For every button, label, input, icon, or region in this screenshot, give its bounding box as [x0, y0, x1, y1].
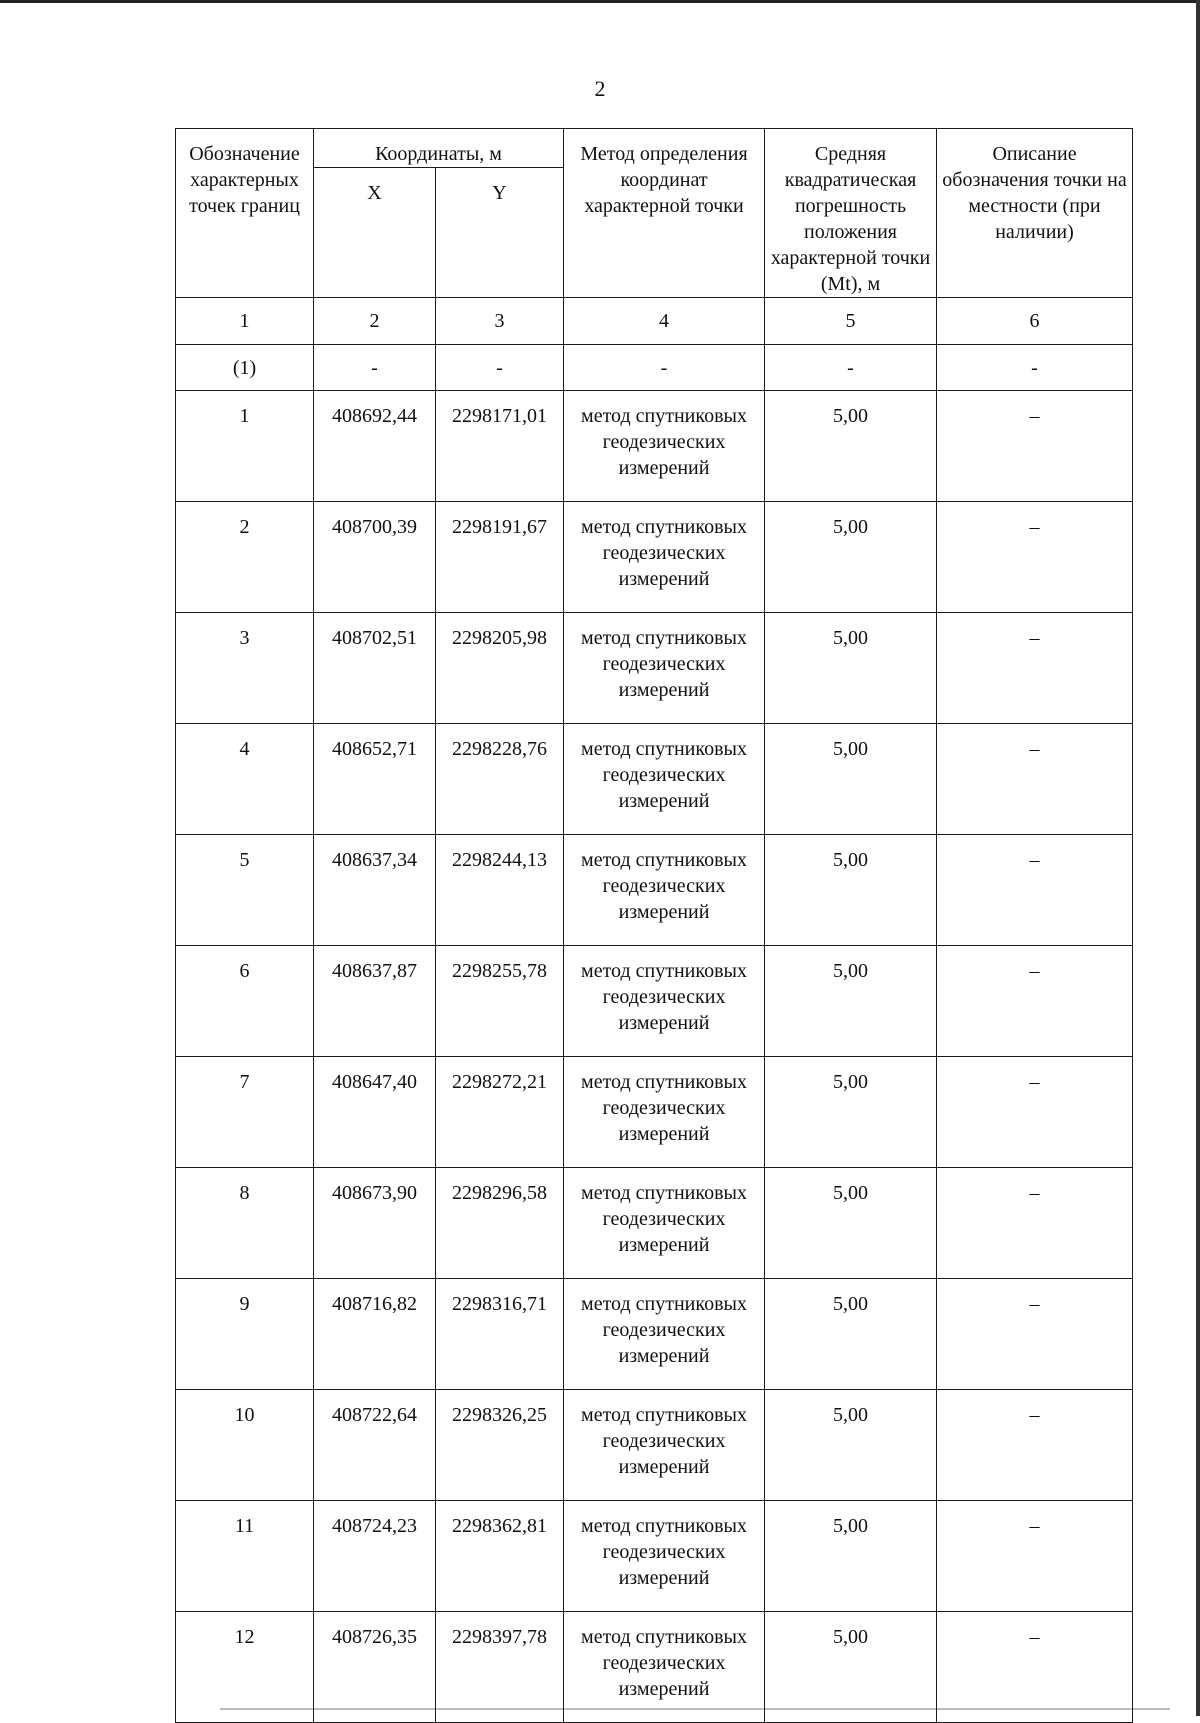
point-cell: 2 — [176, 502, 314, 613]
table-row — [176, 1612, 1133, 1723]
point-cell: 7 — [176, 1057, 314, 1168]
x-cell: 408652,71 — [314, 724, 436, 835]
mt-cell: 5,00 — [765, 835, 937, 946]
dash-cell: - — [937, 345, 1133, 391]
mt-cell: 5,00 — [765, 391, 937, 502]
method-cell: метод спутниковых геодезических измерений — [564, 1612, 765, 1723]
description-cell: – — [937, 1057, 1133, 1168]
point-cell: 3 — [176, 613, 314, 724]
y-cell: 2298316,71 — [436, 1279, 564, 1390]
y-cell: 2298397,78 — [436, 1612, 564, 1723]
mt-cell: 5,00 — [765, 1612, 937, 1723]
dash-cell: (1) — [176, 345, 314, 391]
method-cell: метод спутниковых геодезических измерений — [564, 502, 765, 613]
header-designation: Обозначение характерных точек границ — [176, 129, 314, 298]
column-number: 5 — [765, 298, 937, 345]
table-row — [176, 946, 1133, 1057]
header-row — [176, 129, 1133, 168]
method-cell: метод спутниковых геодезических измерений — [564, 946, 765, 1057]
y-cell: 2298362,81 — [436, 1501, 564, 1612]
mt-cell: 5,00 — [765, 1501, 937, 1612]
method-cell: метод спутниковых геодезических измерений — [564, 1279, 765, 1390]
table-body — [176, 298, 1133, 1723]
method-cell: метод спутниковых геодезических измерений — [564, 1057, 765, 1168]
point-cell: 6 — [176, 946, 314, 1057]
table-row — [176, 613, 1133, 724]
description-cell: – — [937, 1501, 1133, 1612]
page-number: 2 — [594, 76, 606, 101]
description-cell: – — [937, 1168, 1133, 1279]
method-cell: метод спутниковых геодезических измерений — [564, 613, 765, 724]
mt-cell: 5,00 — [765, 1057, 937, 1168]
y-cell: 2298171,01 — [436, 391, 564, 502]
y-cell: 2298228,76 — [436, 724, 564, 835]
point-cell: 5 — [176, 835, 314, 946]
method-cell: метод спутниковых геодезических измерений — [564, 1168, 765, 1279]
x-cell: 408726,35 — [314, 1612, 436, 1723]
y-cell: 2298326,25 — [436, 1390, 564, 1501]
x-cell: 408702,51 — [314, 613, 436, 724]
dash-row — [176, 345, 1133, 391]
point-cell: 8 — [176, 1168, 314, 1279]
description-cell: – — [937, 1612, 1133, 1723]
point-cell: 10 — [176, 1390, 314, 1501]
description-cell: – — [937, 724, 1133, 835]
table-row — [176, 1390, 1133, 1501]
header-x: X — [314, 168, 436, 298]
point-cell: 12 — [176, 1612, 314, 1723]
scan-edge-top — [0, 0, 1200, 3]
header-y: Y — [436, 168, 564, 298]
header-coordinates: Координаты, м — [314, 129, 564, 168]
column-number: 1 — [176, 298, 314, 345]
x-cell: 408673,90 — [314, 1168, 436, 1279]
mt-cell: 5,00 — [765, 1168, 937, 1279]
y-cell: 2298205,98 — [436, 613, 564, 724]
table-row — [176, 1279, 1133, 1390]
description-cell: – — [937, 1390, 1133, 1501]
dash-cell: - — [314, 345, 436, 391]
column-number: 4 — [564, 298, 765, 345]
method-cell: метод спутниковых геодезических измерений — [564, 1501, 765, 1612]
mt-cell: 5,00 — [765, 1390, 937, 1501]
point-cell: 11 — [176, 1501, 314, 1612]
description-cell: – — [937, 391, 1133, 502]
x-cell: 408724,23 — [314, 1501, 436, 1612]
dash-cell: - — [564, 345, 765, 391]
method-cell: метод спутниковых геодезических измерений — [564, 724, 765, 835]
description-cell: – — [937, 1279, 1133, 1390]
mt-cell: 5,00 — [765, 946, 937, 1057]
y-cell: 2298244,13 — [436, 835, 564, 946]
point-cell: 4 — [176, 724, 314, 835]
mt-cell: 5,00 — [765, 613, 937, 724]
y-cell: 2298272,21 — [436, 1057, 564, 1168]
table-row — [176, 724, 1133, 835]
mt-cell: 5,00 — [765, 1279, 937, 1390]
table-row — [176, 835, 1133, 946]
description-cell: – — [937, 502, 1133, 613]
header-mt: Средняя квадратическая погрешность положения характерной точки (Mt), м — [765, 129, 937, 298]
x-cell: 408716,82 — [314, 1279, 436, 1390]
header-description: Описание обозначения точки на местности (при наличии) — [937, 129, 1133, 298]
dash-cell: - — [765, 345, 937, 391]
column-number: 2 — [314, 298, 436, 345]
table-row — [176, 1057, 1133, 1168]
point-cell: 9 — [176, 1279, 314, 1390]
x-cell: 408647,40 — [314, 1057, 436, 1168]
mt-cell: 5,00 — [765, 502, 937, 613]
column-number: 6 — [937, 298, 1133, 345]
coordinates-table — [175, 128, 1133, 1723]
column-number: 3 — [436, 298, 564, 345]
description-cell: – — [937, 835, 1133, 946]
x-cell: 408637,87 — [314, 946, 436, 1057]
method-cell: метод спутниковых геодезических измерений — [564, 1390, 765, 1501]
header-method: Метод определения координат характерной точки — [564, 129, 765, 298]
table-row — [176, 1168, 1133, 1279]
table-row — [176, 1501, 1133, 1612]
method-cell: метод спутниковых геодезических измерений — [564, 835, 765, 946]
table-row — [176, 391, 1133, 502]
column-number-row — [176, 298, 1133, 345]
method-cell: метод спутниковых геодезических измерений — [564, 391, 765, 502]
y-cell: 2298191,67 — [436, 502, 564, 613]
x-cell: 408692,44 — [314, 391, 436, 502]
description-cell: – — [937, 946, 1133, 1057]
dash-cell: - — [436, 345, 564, 391]
y-cell: 2298296,58 — [436, 1168, 564, 1279]
mt-cell: 5,00 — [765, 724, 937, 835]
table-row — [176, 502, 1133, 613]
x-cell: 408637,34 — [314, 835, 436, 946]
description-cell: – — [937, 613, 1133, 724]
scan-edge-right — [1196, 0, 1200, 1716]
x-cell: 408700,39 — [314, 502, 436, 613]
x-cell: 408722,64 — [314, 1390, 436, 1501]
y-cell: 2298255,78 — [436, 946, 564, 1057]
point-cell: 1 — [176, 391, 314, 502]
